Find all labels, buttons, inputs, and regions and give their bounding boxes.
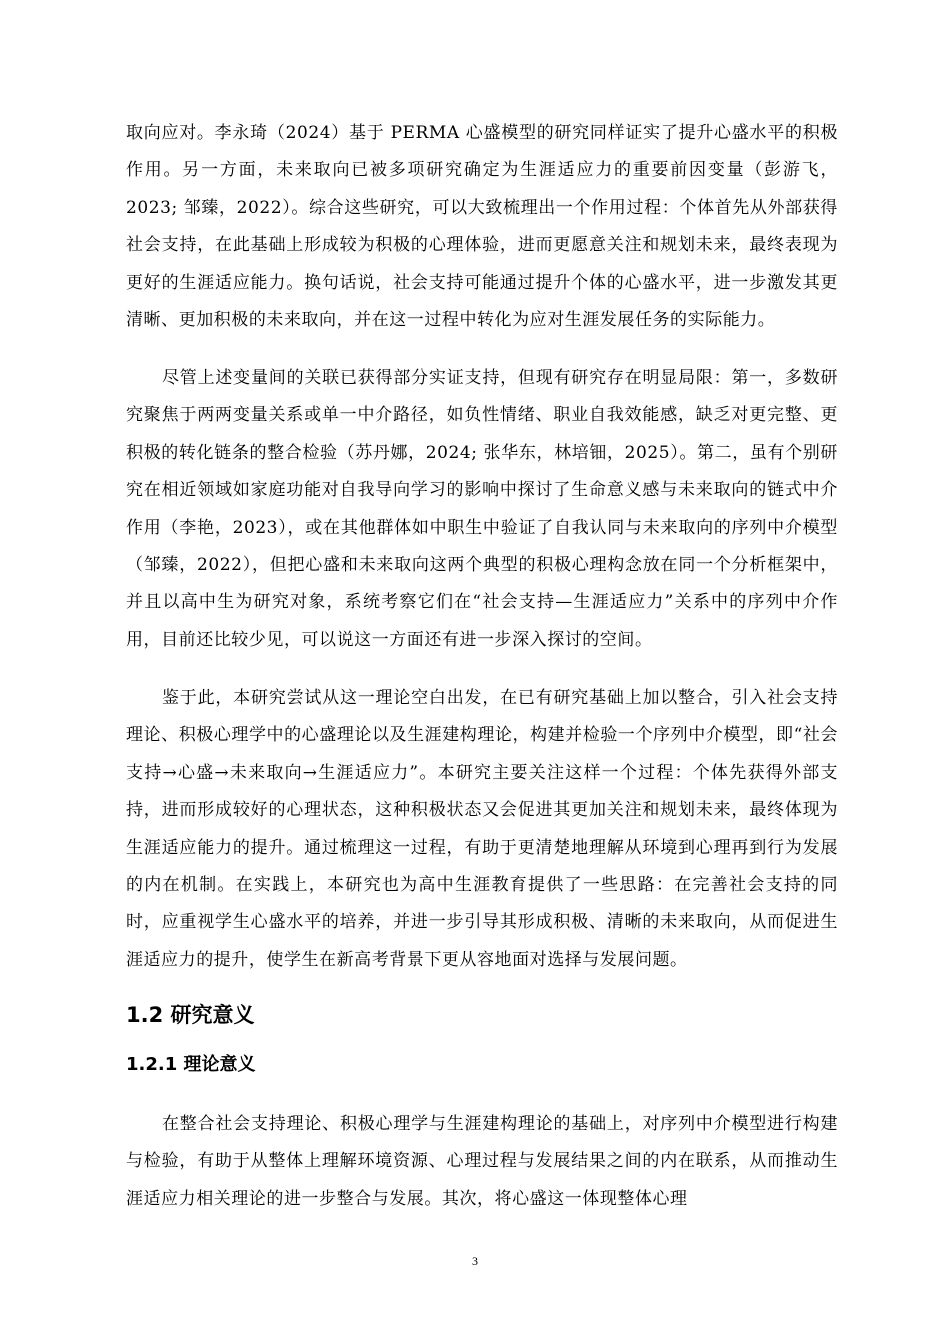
section-heading: 1.2 研究意义 — [126, 1003, 255, 1027]
subsection-heading: 1.2.1 理论意义 — [126, 1054, 256, 1075]
page-number: 3 — [472, 1254, 478, 1268]
body-paragraph-1: 取向应对。李永琦（2024）基于 PERMA 心盛模型的研究同样证实了提升心盛水平的积极作用。另一方面，未来取向已被多项研究确定为生涯适应力的重要前因变量（彭游飞，2023; 邹臻，2022）。综合这些研究，可以大致梳理出一个作用过程：个体首先从外部获得社会支持，在此基础上形成较为积极的心理体验，进而更愿意关注和规划未来，最终表现为更好的生涯适应能力。换句话说，社会支持可能通过提升个体的心盛水平，进一步激发其更清晰、更加积极的未来取向，并在这一过程中转化为应对生涯发展任务的实际能力。 — [126, 123, 838, 331]
body-paragraph-4: 在整合社会支持理论、积极心理学与生涯建构理论的基础上，对序列中介模型进行构建与检验，有助于从整体上理解环境资源、心理过程与发展结果之间的内在联系，从而推动生涯适应力相关理论的进一步整合与发展。其次，将心盛这一体现整体心理 — [126, 1114, 838, 1209]
body-paragraph-2: 尽管上述变量间的关联已获得部分实证支持，但现有研究存在明显局限：第一，多数研究聚焦于两两变量关系或单一中介路径，如负性情绪、职业自我效能感，缺乏对更完整、更积极的转化链条的整合检验（苏丹娜，2024; 张华东，林培钿，2025）。第二，虽有个别研究在相近领域如家庭功能对自我导向学习的影响中探讨了生命意义感与未来取向的链式中介作用（李艳，2023），或在其他群体如中职生中验证了自我认同与未来取向的序列中介模型（邹臻，2022），但把心盛和未来取向这两个典型的积极心理构念放在同一个分析框架中，并且以高中生为研究对象，系统考察它们在“社会支持—生涯适应力”关系中的序列中介作用，目前还比较少见，可以说这一方面还有进一步深入探讨的空间。 — [126, 368, 838, 650]
body-paragraph-3: 鉴于此，本研究尝试从这一理论空白出发，在已有研究基础上加以整合，引入社会支持理论、积极心理学中的心盛理论以及生涯建构理论，构建并检验一个序列中介模型，即“社会支持→心盛→未来取向→生涯适应力”。本研究主要关注这样一个过程：个体先获得外部支持，进而形成较好的心理状态，这种积极状态又会促进其更加关注和规划未来，最终体现为生涯适应能力的提升。通过梳理这一过程，有助于更清楚地理解从环境到心理再到行为发展的内在机制。在实践上，本研究也为高中生涯教育提供了一些思路：在完善社会支持的同时，应重视学生心盛水平的培养，并进一步引导其形成积极、清晰的未来取向，从而促进生涯适应力的提升，使学生在新高考背景下更从容地面对选择与发展问题。 — [126, 688, 838, 970]
